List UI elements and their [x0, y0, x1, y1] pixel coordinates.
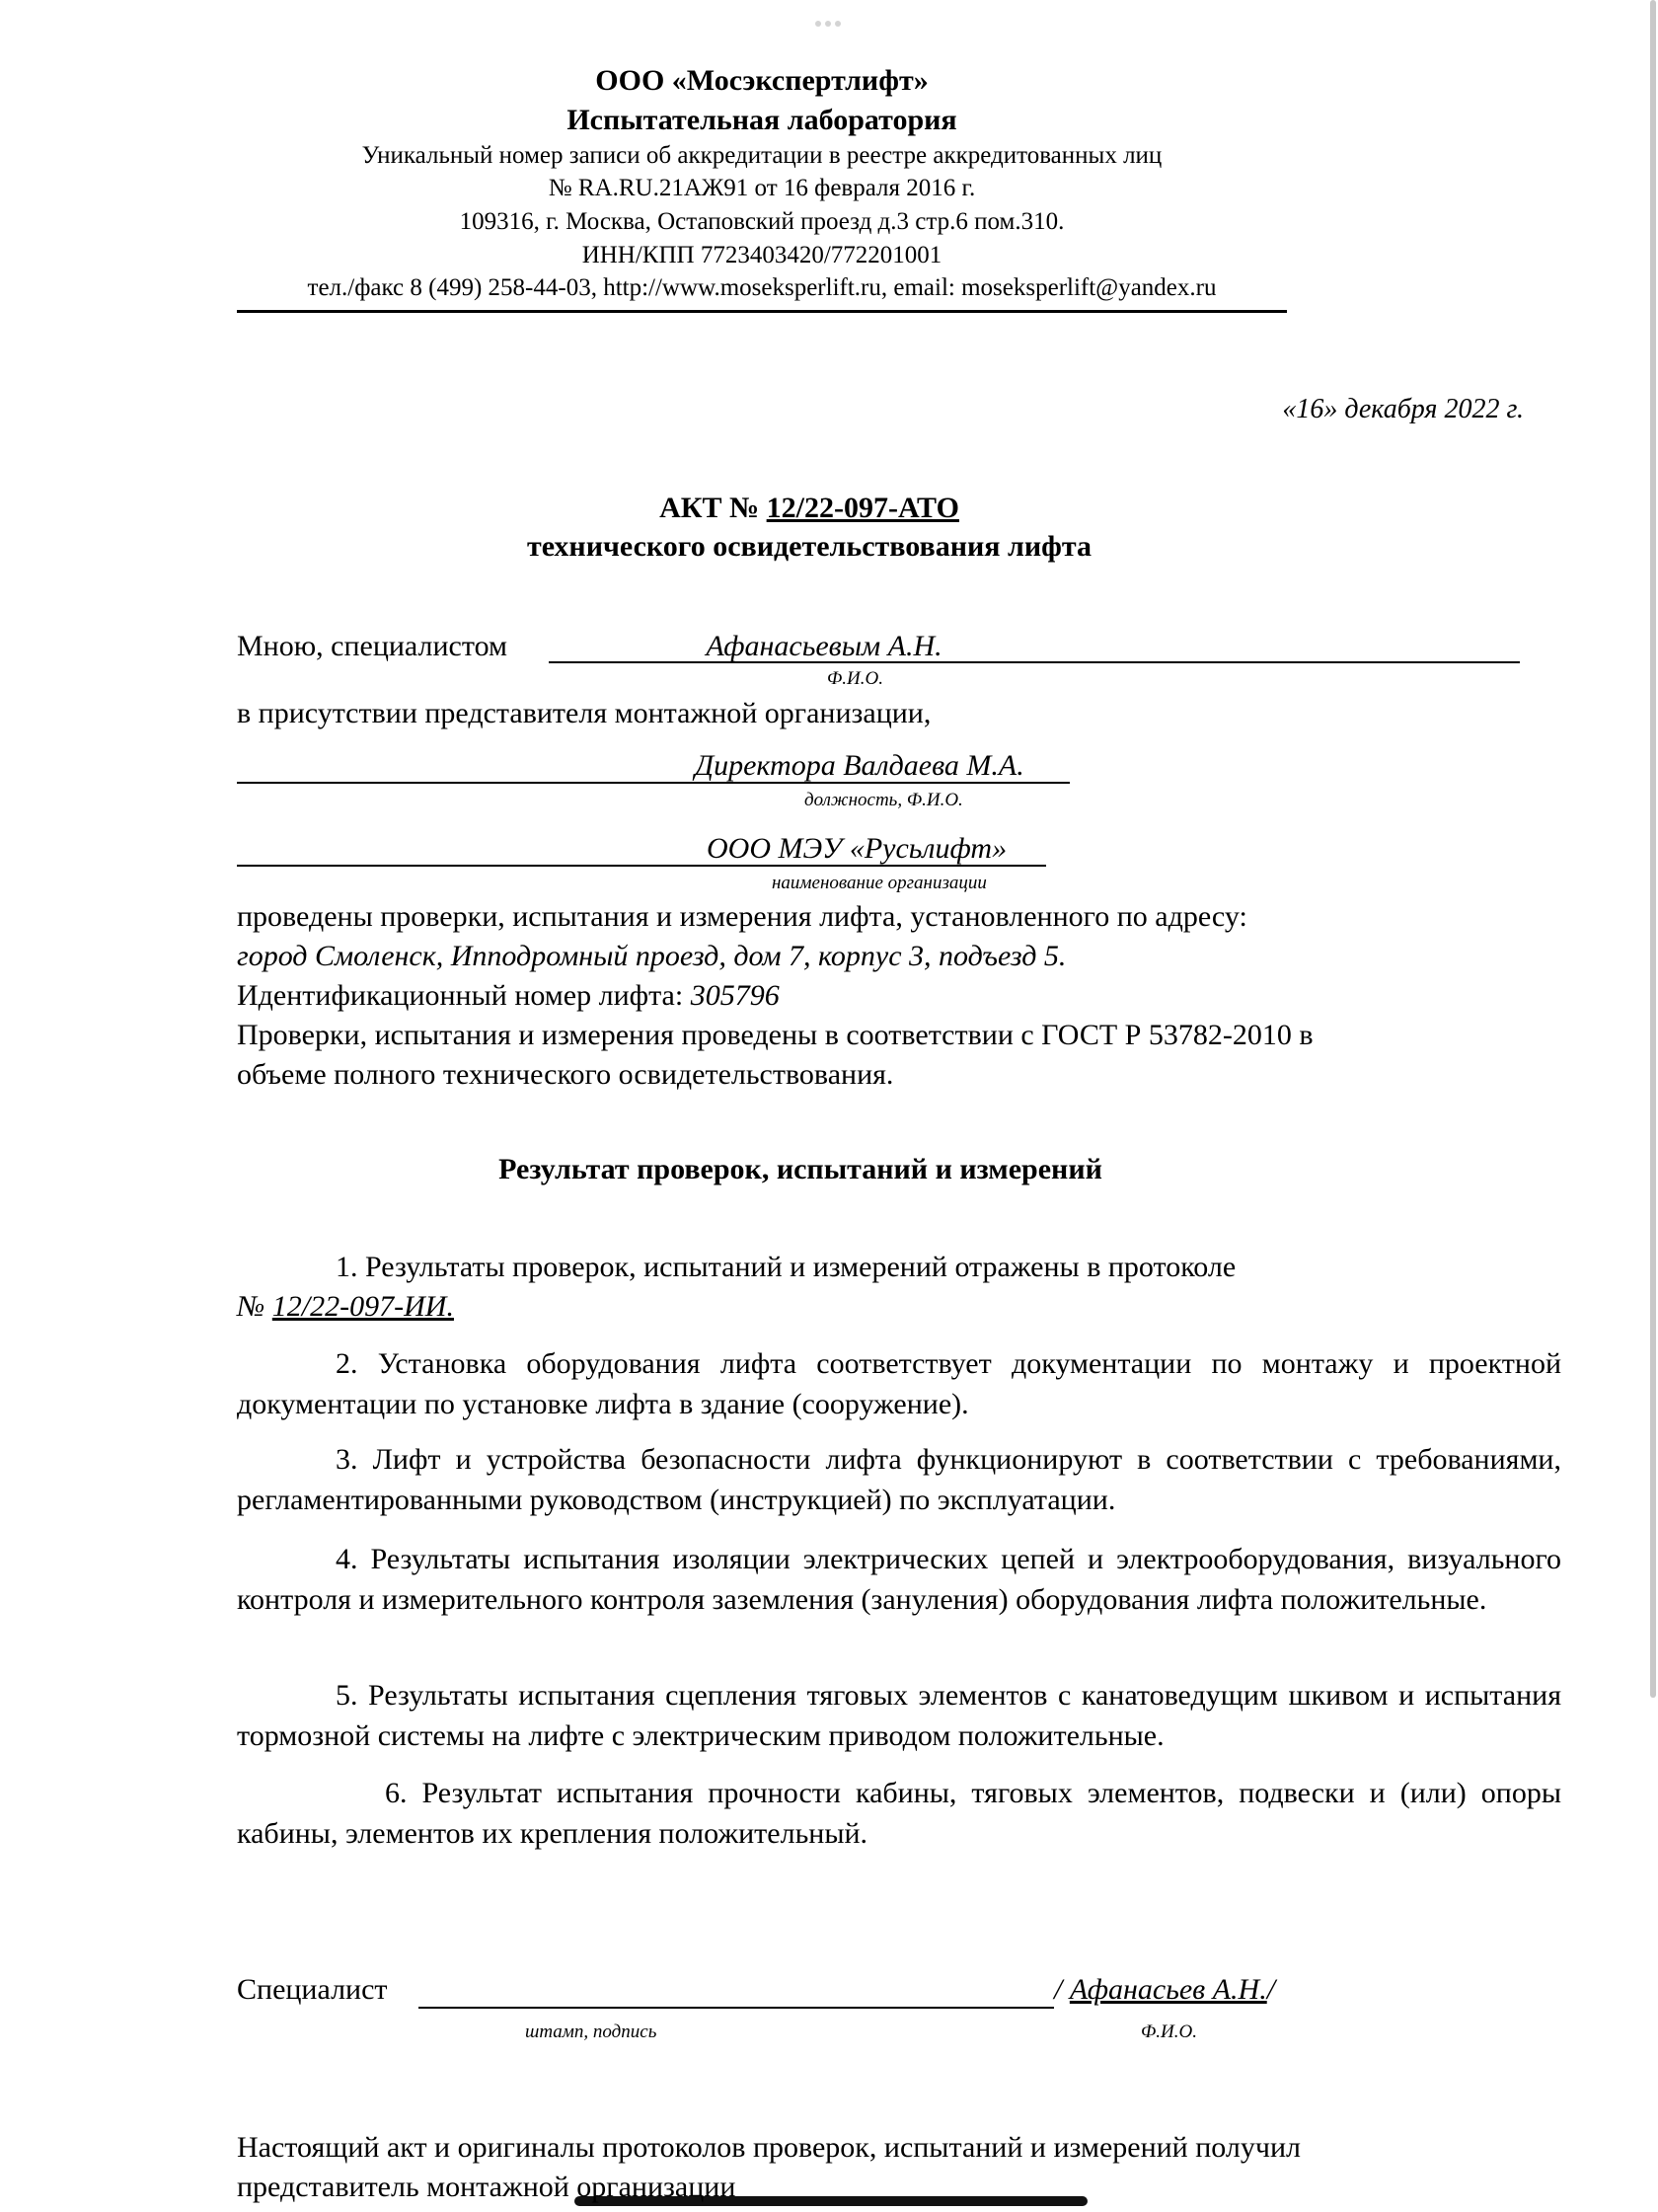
signature-name-block	[1054, 1970, 1275, 2010]
results-heading: Результат проверок, испытаний и измерений	[498, 1153, 1102, 1185]
scrollbar[interactable]	[1650, 0, 1656, 1698]
lift-id-label: Идентификационный номер лифта:	[237, 979, 691, 1012]
presence-text: в присутствии представителя монтажной организации,	[237, 697, 932, 729]
inspection-address: город Смоленск, Ипподромный проезд, дом 7, корпус 3, подъезд 5.	[237, 940, 1067, 972]
representative-caption: должность, Ф.И.О.	[804, 790, 963, 810]
lift-id	[237, 976, 780, 1016]
lab-address: 109316, г. Москва, Остаповский проезд д.3 стр.6 пом.310.	[459, 208, 1065, 235]
signature-name: Афанасьев А.Н.	[1069, 1973, 1267, 2006]
inspection-intro: проведены проверки, испытания и измерения лифта, установленного по адресу:	[237, 900, 1247, 933]
accreditation-number: № RA.RU.21АЖ91 от 16 февраля 2016 г.	[548, 175, 976, 201]
result-item-5: 5. Результаты испытания сцепления тяговых элементов с канатоведущим шкивом и испытания тормозной системы на лифте с электрическим приводом положительные.	[237, 1679, 1561, 1752]
protocol-no-sign: №	[237, 1290, 272, 1323]
org-name: ООО «Мосэкспертлифт»	[595, 64, 929, 97]
document-date: «16» декабря 2022 г.	[1282, 394, 1524, 424]
act-prefix: АКТ №	[659, 492, 767, 524]
lab-name: Испытательная лаборатория	[566, 104, 957, 136]
accreditation-line: Уникальный номер записи об аккредитации в реестре аккредитованных лиц	[361, 142, 1163, 169]
result-item-2: 2. Установка оборудования лифта соответствует документации по монтажу и проектной документации по установке лифта в здание (сооружение).	[237, 1347, 1561, 1420]
result-item-4: 4. Результаты испытания изоляции электрических цепей и электрооборудования, визуального контроля и измерительного контроля заземления (зануления) оборудования лифта положительные.	[237, 1543, 1561, 1616]
specialist-name: Афанасьевым А.Н.	[706, 630, 942, 662]
result-item-1-ref	[237, 1287, 454, 1327]
act-number: 12/22-097-АТО	[766, 492, 959, 524]
name-caption: Ф.И.О.	[1141, 2021, 1197, 2042]
standard-line-1: Проверки, испытания и измерения проведены в соответствии с ГОСТ Р 53782-2010 в	[237, 1019, 1314, 1051]
result-item-6: 6. Результат испытания прочности кабины, тяговых элементов, подвески и (или) опоры кабины, элементов их крепления положительный.	[237, 1777, 1561, 1850]
drag-handle[interactable]	[815, 14, 849, 20]
act-subtitle: технического освидетельствования лифта	[526, 530, 1093, 563]
act-title	[0, 492, 1619, 525]
representative-name: Директора Валдаева М.А.	[695, 749, 1024, 782]
signature-label: Специалист	[237, 1973, 388, 2006]
header-divider	[237, 310, 1287, 313]
organization-caption: наименование организации	[772, 873, 987, 893]
contacts: тел./факс 8 (499) 258-44-03, http://www.moseksperlift.ru, email: moseksperlift@yandex.ru	[307, 274, 1217, 301]
footer-line-1: Настоящий акт и оригиналы протоколов проверок, испытаний и измерений получил	[237, 2131, 1301, 2164]
slash-close: /	[1266, 1973, 1276, 2006]
stamp-caption: штамп, подпись	[525, 2021, 657, 2042]
signature-line	[418, 2007, 1054, 2009]
standard-line-2: объеме полного технического освидетельствования.	[237, 1058, 894, 1091]
inn-kpp: ИНН/КПП 7723403420/772201001	[581, 242, 942, 268]
slash-open: /	[1054, 1973, 1070, 2006]
specialist-caption: Ф.И.О.	[827, 668, 883, 689]
result-item-3: 3. Лифт и устройства безопасности лифта функционируют в соответствии с требованиями, регламентированными руководством (инструкцией) по эксплуатации.	[237, 1443, 1561, 1516]
protocol-number: 12/22-097-ИИ.	[271, 1290, 454, 1323]
footer-line-2: представитель монтажной организации	[237, 2171, 736, 2203]
organization-name: ООО МЭУ «Русьлифт»	[707, 832, 1008, 865]
specialist-label: Мною, специалистом	[237, 630, 507, 662]
lift-id-value: 305796	[690, 979, 780, 1012]
result-item-1: 1. Результаты проверок, испытаний и измерений отражены в протоколе	[336, 1251, 1237, 1283]
